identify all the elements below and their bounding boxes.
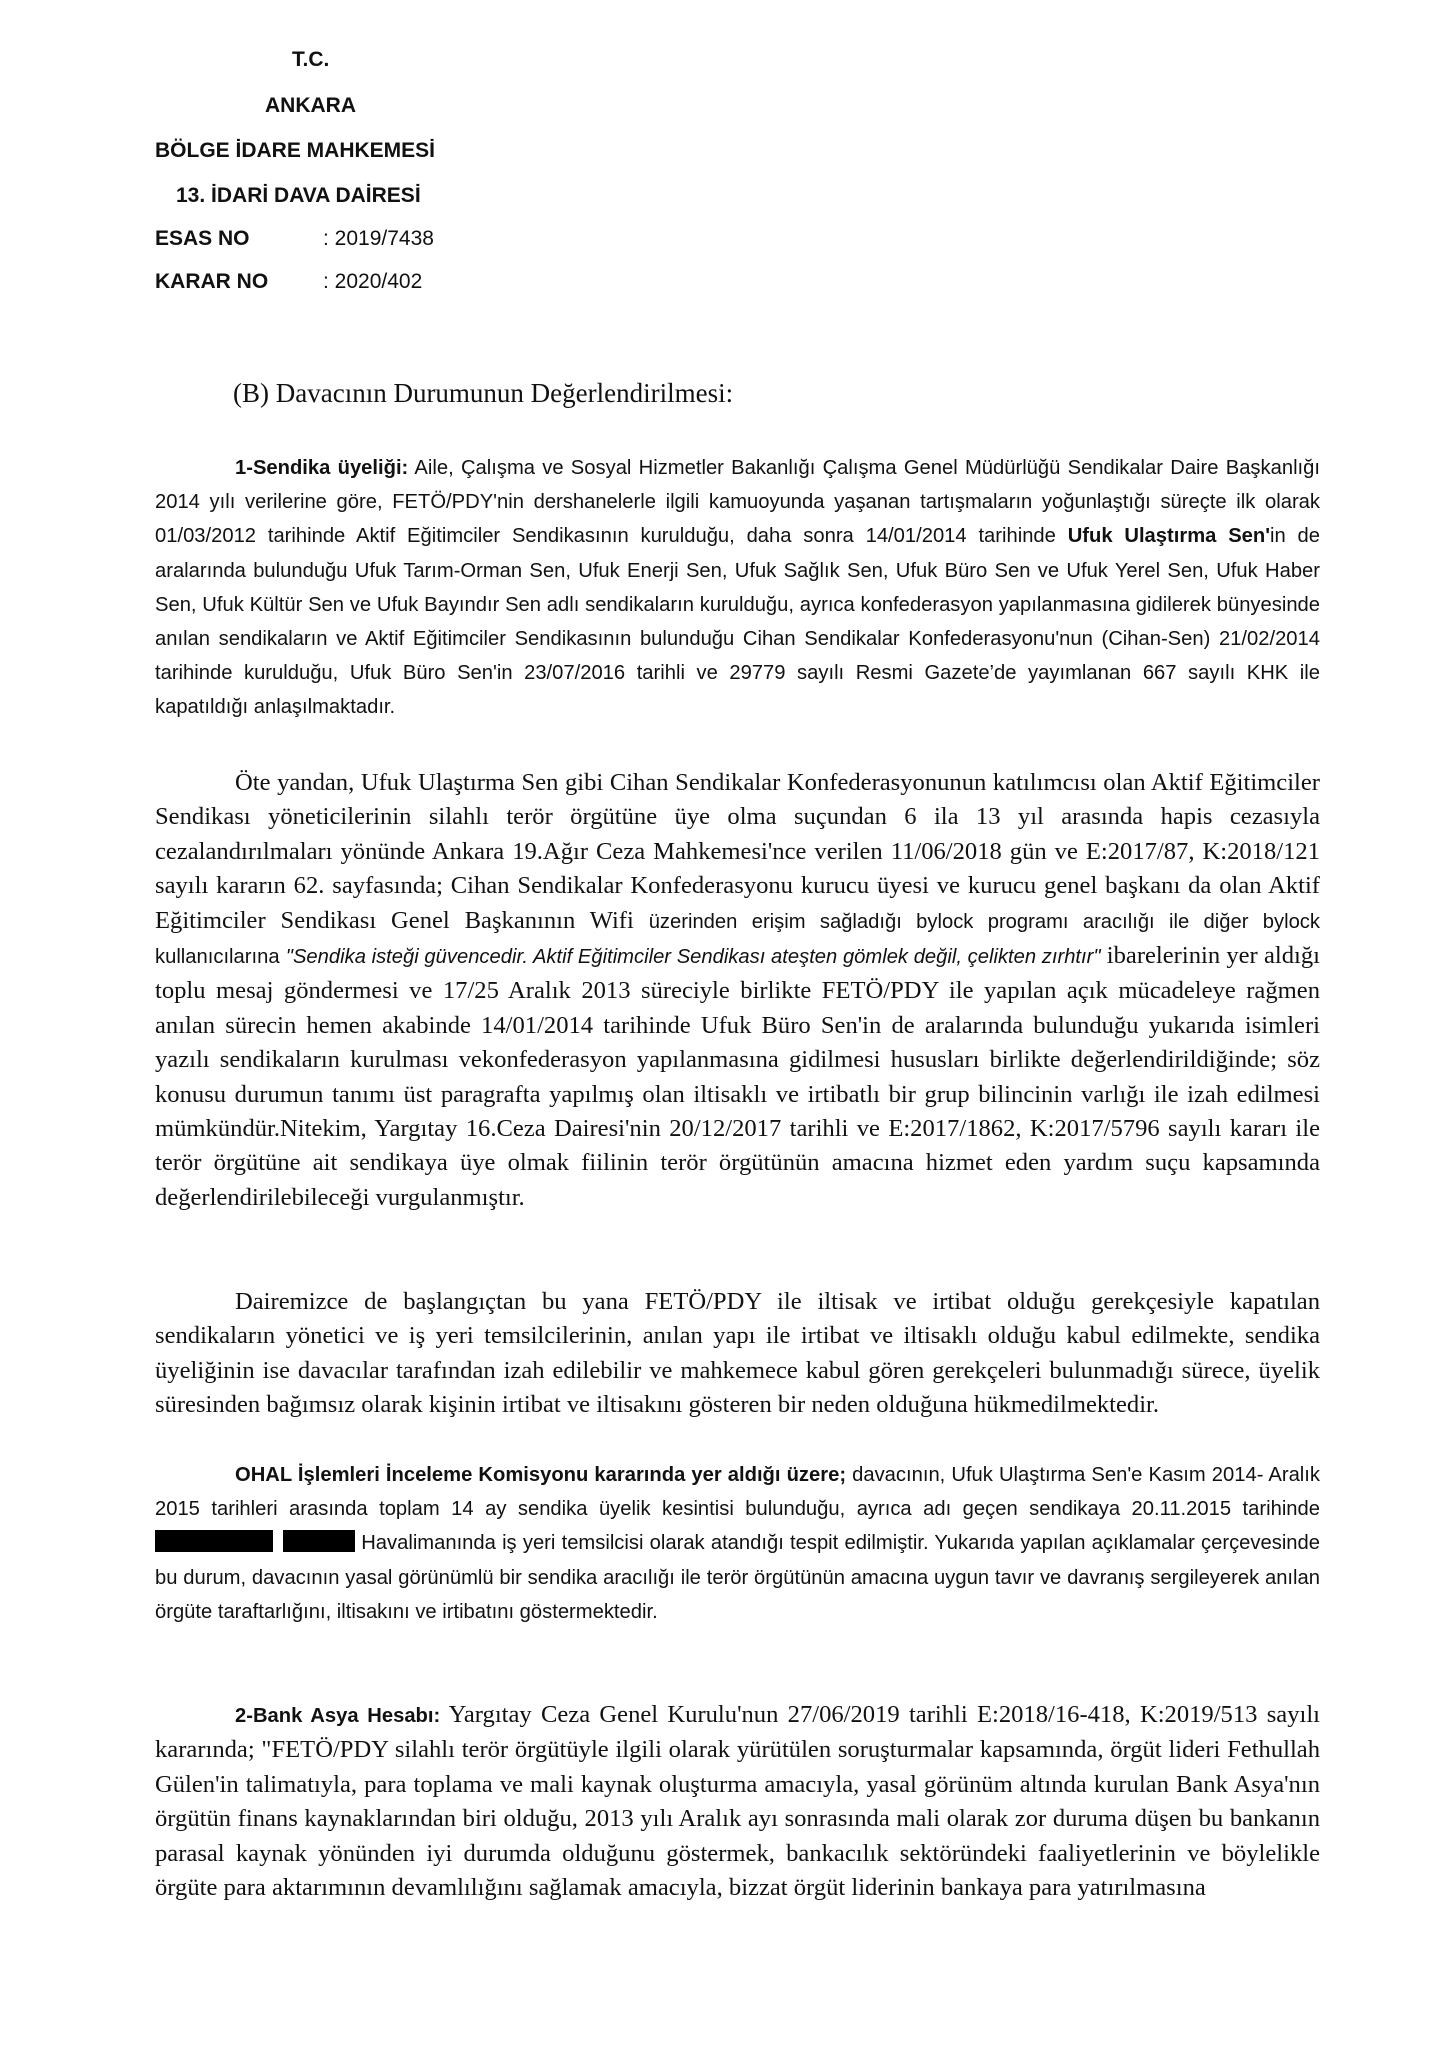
sendika-text-a: Aile, Çalışma ve Sosyal Hizmetler Bakanlığı Çalışma Genel Müdürlüğü Sendikalar Daire Başkanlığı 2014 yılı verilerine göre, FETÖ/PDY'nin dershanelerle ilgili kamuoyunda yaşanan tartışmaların yoğunlaştığı süreçte ilk olarak 01/03/2012 tarihinde Aktif Eğitimciler Sendikasının kurulduğu, daha sonra 14/01/2014 tarihinde [155,457,1320,548]
redaction-block [283,1530,355,1552]
redaction-block [155,1530,273,1552]
paragraph-dairemizce [155,1285,1320,1423]
ohal-text-a: davacının, Ufuk Ulaştırma Sen'e Kasım 2014- Aralık 2015 tarihleri arasında toplam 14 ay sendika üyelik kesintisi bulunduğu, ayrıca adı geçen sendikaya 20.11.2015 tarihinde [155,1464,1320,1521]
paragraph-ohal [155,1458,1320,1629]
esas-value: : 2019/7438 [323,227,434,250]
dairemizce-text: Dairemizce de başlangıçtan bu yana FETÖ/PDY ile iltisak ve irtibat olduğu gerekçesiyle kapatılan sendikaların yönetici ve iş yeri temsilcilerinin, anılan yapı ile irtibat ve iltisaklı olduğu kabul edilmekte, sendika üyeliğinin ise davacılar tarafından izah edilebilir ve mahkemece kabul gören gerekçeleri bulunmadığı sürece, üyelik süresinden bağımsız olarak kişinin irtibat ve iltisakını gösteren bir neden olduğuna hükmedilmektedir. [155,1288,1320,1419]
esas-label: ESAS NO [155,227,250,250]
karar-value: : 2020/402 [323,270,423,293]
header-tc: T.C. [292,48,330,71]
ote-yandan-quote: "Sendika isteği güvencedir. Aktif Eğitimciler Sendikası ateşten gömlek değil, çelikten zırhtır" [285,946,1101,969]
paragraph-ote-yandan [155,766,1320,1215]
paragraph-bank-asya [155,1698,1320,1905]
karar-label: KARAR NO [155,270,269,293]
sendika-text-b: in de aralarında bulunduğu Ufuk Tarım-Orman Sen, Ufuk Enerji Sen, Ufuk Sağlık Sen, Ufuk Büro Sen ve Ufuk Yerel Sen, Ufuk Haber Sen, Ufuk Kültür Sen ve Ufuk Bayındır Sen adlı sendikaların kurulduğu, ayrıca konfederasyon yapılanmasına gidilerek bünyesinde anılan sendikaların ve Aktif Eğitimciler Sendikasının bulunduğu Cihan Sendikalar Konfederasyonu'nun (Cihan-Sen) 21/02/2014 tarihinde kurulduğu, Ufuk Büro Sen'in 23/07/2016 tarihli ve 29779 sayılı Resmi Gazete’de yayımlanan 667 sayılı KHK ile kapatıldığı anlaşılmaktadır. [155,525,1320,719]
ote-yandan-sans-part: üzerinden erişim sağladığı bylock programı aracılığı ile diğer bylock kullanıcılarına [155,910,1320,969]
header-chamber: 13. İDARİ DAVA DAİRESİ [176,184,421,207]
ote-yandan-text-a: Öte yandan, Ufuk Ulaştırma Sen gibi Cihan Sendikalar Konfederasyonunun katılımcısı olan Aktif Eğitimciler Sendikası yöneticilerinin silahlı terör örgütüne üye olma suçundan 6 ila 13 yıl arasında hapis cezasıyla cezalandırılmaları yönünde Ankara 19.Ağır Ceza Mahkemesi'nce verilen 11/06/2018 gün ve E:2017/87, K:2018/121 sayılı kararın 62. sayfasında; Cihan Sendikalar Konfederasyonu kurucu üyesi ve kurucu genel başkanı da olan Aktif Eğitimciler Sendikası Genel Başkanının Wifi [155,769,1320,934]
bank-text: Yargıtay Ceza Genel Kurulu'nun 27/06/2019 tarihli E:2018/16-418, K:2019/513 sayılı kararında; "FETÖ/PDY silahlı terör örgütüyle ilgili olarak yürütülen soruşturmalar kapsamında, örgüt lideri Fethullah Gülen'in talimatıyla, para toplama ve mali kaynak oluşturma amacıyla, yasal görünüm altında kurulan Bank Asya'nın örgütün finans kaynaklarından biri olduğu, 2013 yılı Aralık ayı sonrasında mali olarak zor duruma düşen bu bankanın parasal kaynak yönünden iyi durumda olduğunu göstermek, bankacılık sektöründeki faaliyetlerinin ve böylelikle örgüte para aktarımının devamlılığını sağlamak amacıyla, bizzat örgüt liderinin bankaya para yatırılmasına [155,1701,1320,1902]
ohal-lead: OHAL İşlemleri İnceleme Komisyonu kararında yer aldığı üzere; [235,1464,847,1486]
section-title: (B) Davacının Durumunun Değerlendirilmesi: [233,378,734,408]
paragraph-sendika-uyeligi [155,451,1320,725]
sendika-union-bold: Ufuk Ulaştırma Sen' [1067,525,1271,548]
ote-yandan-text-b: ibarelerinin yer aldığı toplu mesaj göndermesi ve 17/25 Aralık 2013 süreciyle birlikte FETÖ/PDY ile yapılan açık mücadeleye rağmen anılan sürecin hemen akabinde 14/01/2014 tarihinde Ufuk Büro Sen'in de aralarında bulunduğu yukarıda isimleri yazılı sendikaların kurulması vekonfederasyon yapılanmasına gidilmesi hususları birlikte değerlendirildiğinde; söz konusu durumun tanımı üst paragrafta yapılmış olan iltisaklı ve irtibatlı bir grup bilincinin varlığı ile izah edilmesi mümkündür.Nitekim, Yargıtay 16.Ceza Dairesi'nin 20/12/2017 tarihli ve E:2017/1862, K:2017/5796 sayılı kararı ile terör örgütüne ait sendikaya üye olmak fiilinin terör örgütünün amacına hizmet eden yardım suçu kapsamında değerlendirilebileceği vurgulanmıştır. [155,942,1320,1211]
ohal-text-b: Havalimanında iş yeri temsilcisi olarak atandığı tespit edilmiştir. Yukarıda yapılan açıklamalar çerçevesinde bu durum, davacının yasal görünümlü bir sendika aracılığı ile terör örgütünün amacına uygun tavır ve davranış sergileyerek anılan örgüte taraftarlığını, iltisakını ve irtibatını göstermektedir. [155,1532,1320,1623]
header-city: ANKARA [265,94,356,117]
bank-lead: 2-Bank Asya Hesabı: [235,1705,441,1727]
header-court: BÖLGE İDARE MAHKEMESİ [155,139,436,162]
sendika-lead: 1-Sendika üyeliği: [235,457,409,479]
